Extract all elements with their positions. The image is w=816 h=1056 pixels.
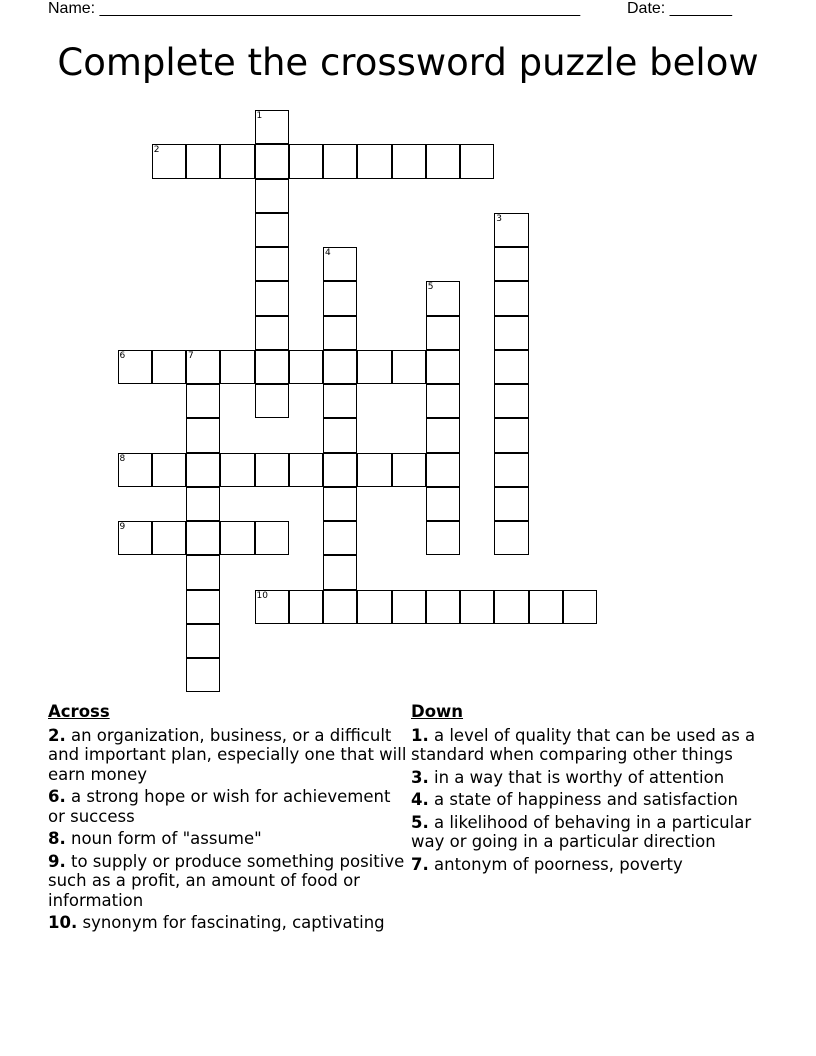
cell-number: 7: [188, 350, 194, 361]
grid-cell[interactable]: [392, 590, 426, 624]
clue-number: 10.: [48, 913, 78, 932]
across-clues: [48, 702, 408, 936]
cell-number: 8: [119, 453, 126, 464]
grid-cell[interactable]: [220, 521, 254, 555]
grid-cell[interactable]: [220, 144, 254, 178]
grid-cell[interactable]: [323, 590, 357, 624]
grid-cell[interactable]: [186, 521, 220, 555]
grid-cell[interactable]: [255, 453, 289, 487]
across-clue: [48, 829, 408, 849]
clue-text: a strong hope or wish for achievement or success: [48, 787, 391, 826]
clue-number: 7.: [411, 854, 429, 874]
grid-cell[interactable]: [323, 555, 357, 589]
grid-cell[interactable]: [289, 350, 323, 384]
clue-text: antonym of poorness, poverty: [428, 854, 683, 874]
grid-cell[interactable]: [255, 521, 289, 555]
down-clue: [411, 726, 771, 765]
grid-cell[interactable]: [323, 144, 357, 178]
grid-cell[interactable]: [186, 453, 220, 487]
grid-cell[interactable]: [392, 144, 426, 178]
clue-number: 2.: [48, 725, 66, 745]
grid-cell[interactable]: [118, 521, 152, 555]
cell-number: 6: [119, 350, 126, 361]
down-clue: [411, 813, 771, 852]
across-clue: [48, 852, 408, 911]
grid-cell[interactable]: [152, 350, 186, 384]
grid-cell[interactable]: [494, 590, 528, 624]
grid-cell[interactable]: [357, 144, 391, 178]
grid-cell[interactable]: [529, 590, 563, 624]
page-title: Complete the crossword puzzle below: [57, 41, 759, 84]
grid-cell[interactable]: [118, 453, 152, 487]
grid-cell[interactable]: [494, 213, 528, 247]
cell-number: 9: [119, 522, 126, 532]
clue-text: a level of quality that can be used as a standard when comparing other things: [411, 725, 756, 764]
grid-cell[interactable]: [220, 350, 254, 384]
grid-cell[interactable]: [186, 487, 220, 521]
grid-cell[interactable]: [186, 590, 220, 624]
grid-cell[interactable]: [494, 418, 528, 452]
grid-cell[interactable]: [392, 453, 426, 487]
across-clue: [48, 787, 408, 826]
grid-cell[interactable]: [255, 179, 289, 213]
grid-cell[interactable]: [426, 281, 460, 315]
grid-cell[interactable]: [255, 144, 289, 178]
down-clue: [411, 768, 771, 788]
cell-number: 1: [256, 111, 263, 121]
grid-cell[interactable]: [460, 144, 494, 178]
clue-number: 5.: [411, 812, 429, 832]
grid-cell[interactable]: [255, 350, 289, 384]
grid-cell[interactable]: [494, 453, 528, 487]
grid-cell[interactable]: [323, 487, 357, 521]
grid-cell[interactable]: [186, 658, 220, 692]
clue-text: a likelihood of behaving in a particular way or going in a particular direction: [411, 812, 752, 851]
grid-cell[interactable]: [255, 316, 289, 350]
grid-cell[interactable]: [426, 384, 460, 418]
clue-number: 1.: [411, 725, 429, 745]
grid-cell[interactable]: [494, 384, 528, 418]
across-clue: [48, 726, 408, 785]
grid-cell[interactable]: [426, 453, 460, 487]
clue-text: a state of happiness and satisfaction: [428, 790, 738, 809]
grid-cell[interactable]: [426, 316, 460, 350]
grid-cell[interactable]: [255, 247, 289, 281]
grid-cell[interactable]: [186, 144, 220, 178]
date-line: Date: _______: [627, 0, 732, 17]
clue-number: 6.: [48, 787, 66, 806]
grid-cell[interactable]: [357, 350, 391, 384]
grid-cell[interactable]: [426, 144, 460, 178]
grid-cell[interactable]: [186, 418, 220, 452]
grid-cell[interactable]: [186, 555, 220, 589]
grid-cell[interactable]: [494, 350, 528, 384]
grid-cell[interactable]: [494, 247, 528, 281]
grid-cell[interactable]: [392, 350, 426, 384]
down-clue: [411, 855, 771, 875]
grid-cell[interactable]: [323, 384, 357, 418]
name-line: Name: ______________________________________________________: [48, 0, 581, 17]
grid-cell[interactable]: [494, 281, 528, 315]
grid-cell[interactable]: [357, 453, 391, 487]
grid-cell[interactable]: [494, 316, 528, 350]
down-heading: Down: [411, 702, 464, 721]
grid-cell[interactable]: [323, 521, 357, 555]
across-clue: [48, 913, 408, 933]
cell-number: 4: [325, 248, 331, 258]
clue-number: 3.: [411, 767, 429, 787]
clue-number: 9.: [48, 851, 66, 871]
cell-number: 2: [153, 145, 160, 156]
grid-cell[interactable]: [323, 247, 357, 281]
down-clues: [411, 702, 771, 877]
across-heading: Across: [48, 702, 110, 721]
cell-number: 3: [496, 213, 502, 224]
down-clue: [411, 790, 771, 810]
cell-number: 10: [256, 590, 268, 601]
clue-number: 4.: [411, 790, 429, 809]
grid-cell[interactable]: [426, 487, 460, 521]
grid-cell[interactable]: [289, 453, 323, 487]
grid-cell[interactable]: [426, 590, 460, 624]
grid-cell[interactable]: [563, 590, 597, 624]
grid-cell[interactable]: [152, 453, 186, 487]
grid-cell[interactable]: [323, 453, 357, 487]
clue-text: synonym for fascinating, captivating: [77, 913, 385, 932]
grid-cell[interactable]: [186, 350, 220, 384]
grid-cell[interactable]: [255, 110, 289, 144]
grid-cell[interactable]: [186, 624, 220, 658]
clue-text: in a way that is worthy of attention: [428, 767, 725, 787]
clue-number: 8.: [48, 829, 66, 848]
grid-cell[interactable]: [460, 590, 494, 624]
clue-text: to supply or produce something positive such as a profit, an amount of food or information: [48, 851, 405, 910]
grid-cell[interactable]: [494, 487, 528, 521]
grid-cell[interactable]: [152, 521, 186, 555]
grid-cell[interactable]: [289, 144, 323, 178]
grid-cell[interactable]: [289, 590, 323, 624]
clue-text: an organization, business, or a difficult and important plan, especially one that will earn money: [48, 725, 407, 784]
grid-cell[interactable]: [186, 384, 220, 418]
cell-number: 5: [427, 282, 434, 293]
grid-cell[interactable]: [152, 144, 186, 178]
grid-cell[interactable]: [323, 281, 357, 315]
grid-cell[interactable]: [255, 281, 289, 315]
grid-cell[interactable]: [357, 590, 391, 624]
grid-cell[interactable]: [426, 350, 460, 384]
grid-cell[interactable]: [323, 350, 357, 384]
grid-cell[interactable]: [255, 590, 289, 624]
grid-cell[interactable]: [255, 213, 289, 247]
grid-cell[interactable]: [255, 384, 289, 418]
grid-cell[interactable]: [323, 418, 357, 452]
grid-cell[interactable]: [426, 418, 460, 452]
grid-cell[interactable]: [494, 521, 528, 555]
grid-cell[interactable]: [426, 521, 460, 555]
grid-cell[interactable]: [118, 350, 152, 384]
grid-cell[interactable]: [220, 453, 254, 487]
grid-cell[interactable]: [323, 316, 357, 350]
clue-text: noun form of "assume": [65, 829, 262, 848]
